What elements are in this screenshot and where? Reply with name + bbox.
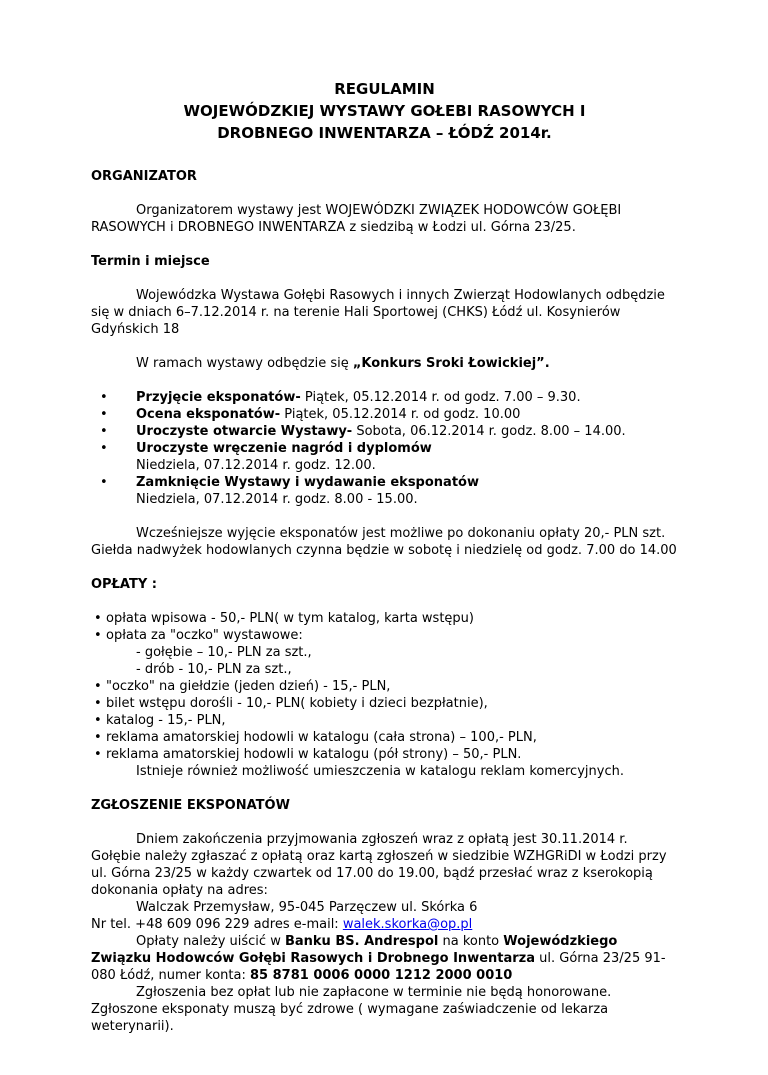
zgloszenie-block	[91, 831, 678, 1035]
bank-name: Banku BS. Andrespol	[284, 934, 439, 949]
schedule-item-otwarcie	[91, 423, 678, 440]
schedule-item-date: Niedziela, 07.12.2014 r. godz. 12.00.	[136, 458, 376, 473]
fee-item-text: "oczko" na giełdzie (jeden dzień) - 15,- PLN,	[106, 679, 391, 694]
schedule-item-label: Uroczyste wręczenie nagród i dyplomów	[136, 441, 432, 456]
heading-oplaty: OPŁATY :	[91, 577, 157, 592]
paragraph-konkurs	[91, 355, 678, 372]
fee-item-bilet	[91, 695, 678, 712]
fee-item-text: opłata wpisowa - 50,- PLN( w tym katalog, karta wstępu)	[106, 611, 474, 626]
fee-item-reklama-cala	[91, 729, 678, 746]
bullet-icon: •	[100, 424, 108, 439]
bullet-icon: •	[100, 441, 108, 456]
paragraph-termin: Wojewódzka Wystawa Gołębi Rasowych i innych Zwierząt Hodowlanych odbędzie się w dniach 6–7.12.2014 r. na terenie Hali Sportowej (CHKS) Łódź ul. Kosynierów Gdyńskich 18	[91, 288, 665, 337]
fee-item-text: reklama amatorskiej hodowli w katalogu (cała strona) – 100,- PLN,	[106, 730, 537, 745]
paragraph-wczesniejsze-wyjecie: Wcześniejsze wyjęcie eksponatów jest możliwe po dokonaniu opłaty 20,- PLN szt. Giełda nadwyżek hodowlanych czynna będzie w sobotę i niedzielę od godz. 7.00 do 14.00	[91, 526, 677, 558]
schedule-item-zamkniecie	[91, 474, 678, 508]
fee-item-text: opłata za "oczko" wystawowe:	[106, 628, 303, 643]
konkurs-name: „Konkurs Sroki Łowickiej”.	[352, 356, 550, 371]
konkurs-prefix: W ramach wystawy odbędzie się	[136, 356, 353, 371]
schedule-item-przyjecie	[91, 389, 678, 406]
fees-list	[91, 610, 678, 780]
heading-zgloszenie-eksponatow: ZGŁOSZENIE EKSPONATÓW	[91, 798, 290, 813]
bullet-icon: •	[100, 407, 108, 422]
schedule-item-date: Niedziela, 07.12.2014 r. godz. 8.00 - 15.00.	[136, 492, 418, 507]
bullet-icon: •	[94, 628, 102, 643]
email-link[interactable]: walek.skorka@op.pl	[342, 917, 473, 932]
schedule-item-text	[136, 423, 678, 440]
schedule-item-ocena	[91, 406, 678, 423]
phone-and-email-label: Nr tel. +48 609 096 229 adres e-mail:	[91, 917, 343, 932]
paragraph-zgloszenie: Dniem zakończenia przyjmowania zgłoszeń wraz z opłatą jest 30.11.2014 r. Gołębie należy zgłaszać z opłatą oraz kartą zgłoszeń w siedzibie WZHGRiDI w Łodzi przy ul. Górna 23/25 w każdy czwartek od 17.00 do 19.00, bądź przesłać wraz z kserokopią dokonania opłaty na adres:	[91, 832, 667, 898]
schedule-item-label: Uroczyste otwarcie Wystawy-	[136, 424, 353, 439]
paragraph-organizator: Organizatorem wystawy jest WOJEWÓDZKI ZWIĄZEK HODOWCÓW GOŁĘBI RASOWYCH i DROBNEGO INWENTARZA z siedzibą w Łodzi ul. Górna 23/25.	[91, 203, 622, 235]
schedule-item-detail: Piątek, 05.12.2014 r. od godz. 10.00	[280, 407, 521, 422]
bullet-icon: •	[94, 730, 102, 745]
fee-item-text: bilet wstępu dorośli - 10,- PLN( kobiety i dzieci bezpłatnie),	[106, 696, 488, 711]
fee-item-reklama-pol	[91, 746, 678, 763]
heading-organizator: ORGANIZATOR	[91, 169, 197, 184]
fee-item-katalog	[91, 712, 678, 729]
schedule-item-text	[136, 474, 678, 508]
bullet-icon: •	[94, 679, 102, 694]
bullet-icon: •	[100, 390, 108, 405]
bullet-icon: •	[94, 611, 102, 626]
association-name: Wojewódzkiego Związku Hodowców Gołębi Rasowych i Drobnego Inwentarza	[91, 934, 618, 966]
payment-text: Opłaty należy uiścić w	[136, 934, 285, 949]
schedule-item-label: Przyjęcie eksponatów-	[136, 390, 301, 405]
bullet-icon: •	[94, 747, 102, 762]
paragraph-payment	[91, 933, 678, 984]
document-title	[91, 78, 678, 144]
schedule-item-label: Ocena eksponatów-	[136, 407, 281, 422]
title-line-1: REGULAMIN	[334, 80, 435, 98]
title-line-2: WOJEWÓDZKIEJ WYSTAWY GOŁEBI RASOWYCH I	[183, 102, 586, 120]
payment-text: ul. Górna 23/25 91-080 Łódź, numer konta:	[91, 951, 666, 983]
title-line-3: DROBNEGO INWENTARZA – ŁÓDŹ 2014r.	[217, 124, 552, 142]
bullet-icon: •	[94, 696, 102, 711]
schedule-item-detail: Sobota, 06.12.2014 r. godz. 8.00 – 14.00.	[352, 424, 626, 439]
fee-subitem-drob: - drób - 10,- PLN za szt.,	[136, 662, 292, 677]
schedule-list	[91, 389, 678, 508]
fee-item-wpisowa	[91, 610, 678, 627]
contact-line	[91, 916, 678, 933]
fee-subitem-golebie: - gołębie – 10,- PLN za szt.,	[136, 645, 312, 660]
schedule-item-detail: Piątek, 05.12.2014 r. od godz. 7.00 – 9.30.	[300, 390, 581, 405]
note-unpaid: Zgłoszenia bez opłat lub nie zapłacone w terminie nie będą honorowane.	[136, 985, 612, 1000]
fees-note: Istnieje również możliwość umieszczenia w katalogu reklam komercyjnych.	[136, 764, 624, 779]
heading-termin-i-miejsce: Termin i miejsce	[91, 254, 210, 269]
bullet-icon: •	[94, 713, 102, 728]
fee-item-oczko	[91, 627, 678, 644]
schedule-item-text	[136, 440, 678, 474]
note-health: Zgłoszone eksponaty muszą być zdrowe ( wymagane zaświadczenie od lekarza weterynarii).	[91, 1002, 609, 1034]
schedule-item-wreczenie	[91, 440, 678, 474]
schedule-item-label: Zamknięcie Wystawy i wydawanie eksponatów	[136, 475, 479, 490]
account-number: 85 8781 0006 0000 1212 2000 0010	[250, 968, 513, 983]
fee-item-text: katalog - 15,- PLN,	[106, 713, 226, 728]
address-line: Walczak Przemysław, 95-045 Parzęczew ul. Skórka 6	[136, 900, 478, 915]
schedule-item-text	[136, 406, 678, 423]
fee-item-oczko-gielda	[91, 678, 678, 695]
fee-item-text: reklama amatorskiej hodowli w katalogu (pół strony) – 50,- PLN.	[106, 747, 522, 762]
schedule-item-text	[136, 389, 678, 406]
bullet-icon: •	[100, 475, 108, 490]
payment-text: na konto	[438, 934, 504, 949]
